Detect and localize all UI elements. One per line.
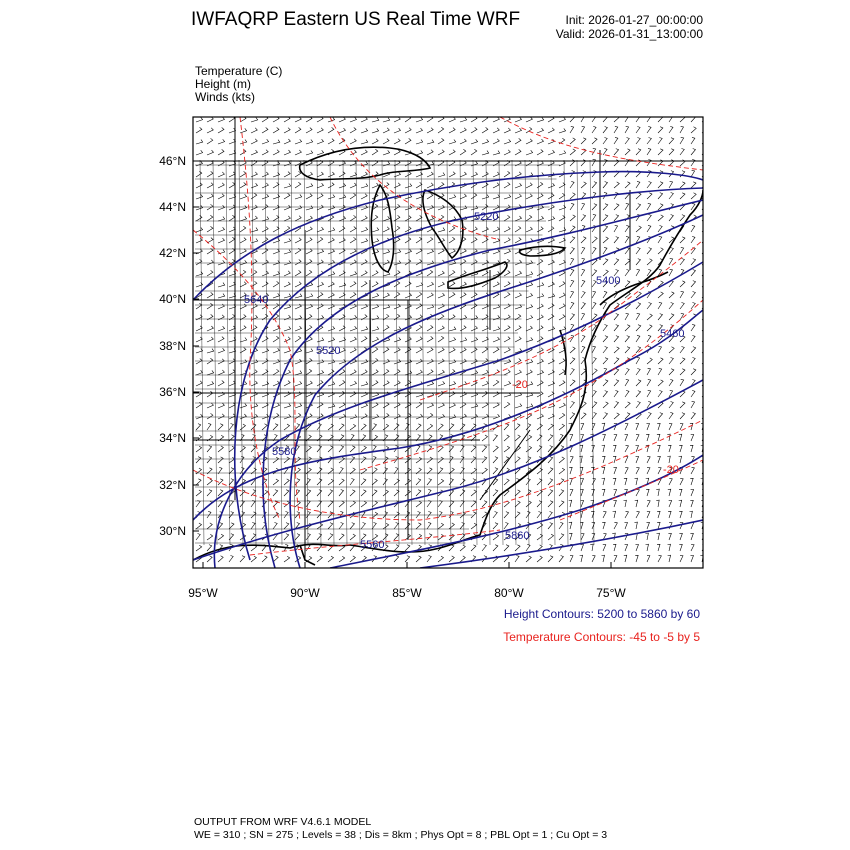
- lon-label-75w: 75°W: [596, 586, 626, 600]
- field-label-temperature: Temperature (C): [195, 64, 283, 78]
- field-label-winds: Winds (kts): [195, 90, 255, 104]
- valid-time: Valid: 2026-01-31_13:00:00: [555, 27, 703, 41]
- footer-config-line: WE = 310 ; SN = 275 ; Levels = 38 ; Dis = 8km ; Phys Opt = 8 ; PBL Opt = 1 ; Cu Opt = 3: [194, 829, 608, 841]
- lon-label-85w: 85°W: [392, 586, 422, 600]
- lat-label-38n: 38°N: [159, 339, 186, 353]
- lat-label-34n: 34°N: [159, 431, 186, 445]
- height-contour-label: 5220: [474, 211, 499, 223]
- lat-label-46n: 46°N: [159, 154, 186, 168]
- lat-label-44n: 44°N: [159, 200, 186, 214]
- lon-label-95w: 95°W: [188, 586, 218, 600]
- init-time: Init: 2026-01-27_00:00:00: [565, 13, 703, 27]
- lat-label-42n: 42°N: [159, 246, 186, 260]
- height-contour-label: 5460: [660, 328, 685, 340]
- height-contour-label: 5580: [272, 446, 297, 458]
- height-contour-label: 5860: [505, 530, 530, 542]
- height-contour-legend: Height Contours: 5200 to 5860 by 60: [503, 607, 700, 621]
- lon-label-90w: 90°W: [290, 586, 320, 600]
- lon-label-80w: 80°W: [494, 586, 524, 600]
- height-contour-label: 5520: [316, 345, 341, 357]
- plot-title: IWFAQRP Eastern US Real Time WRF: [191, 9, 521, 30]
- temperature-contour-label: -20: [512, 379, 528, 391]
- footer-model-line: OUTPUT FROM WRF V4.6.1 MODEL: [194, 816, 372, 828]
- height-contour-label: 5400: [596, 275, 621, 287]
- lat-label-36n: 36°N: [159, 385, 186, 399]
- temperature-contour-label: -20: [663, 464, 679, 476]
- height-contour-label: 5640: [244, 294, 269, 306]
- lat-label-40n: 40°N: [159, 292, 186, 306]
- lat-label-32n: 32°N: [159, 478, 186, 492]
- temperature-contour-legend: Temperature Contours: -45 to -5 by 5: [503, 630, 700, 644]
- lat-label-30n: 30°N: [159, 524, 186, 538]
- field-label-height: Height (m): [195, 77, 252, 91]
- height-contour-label: 5560: [360, 539, 385, 551]
